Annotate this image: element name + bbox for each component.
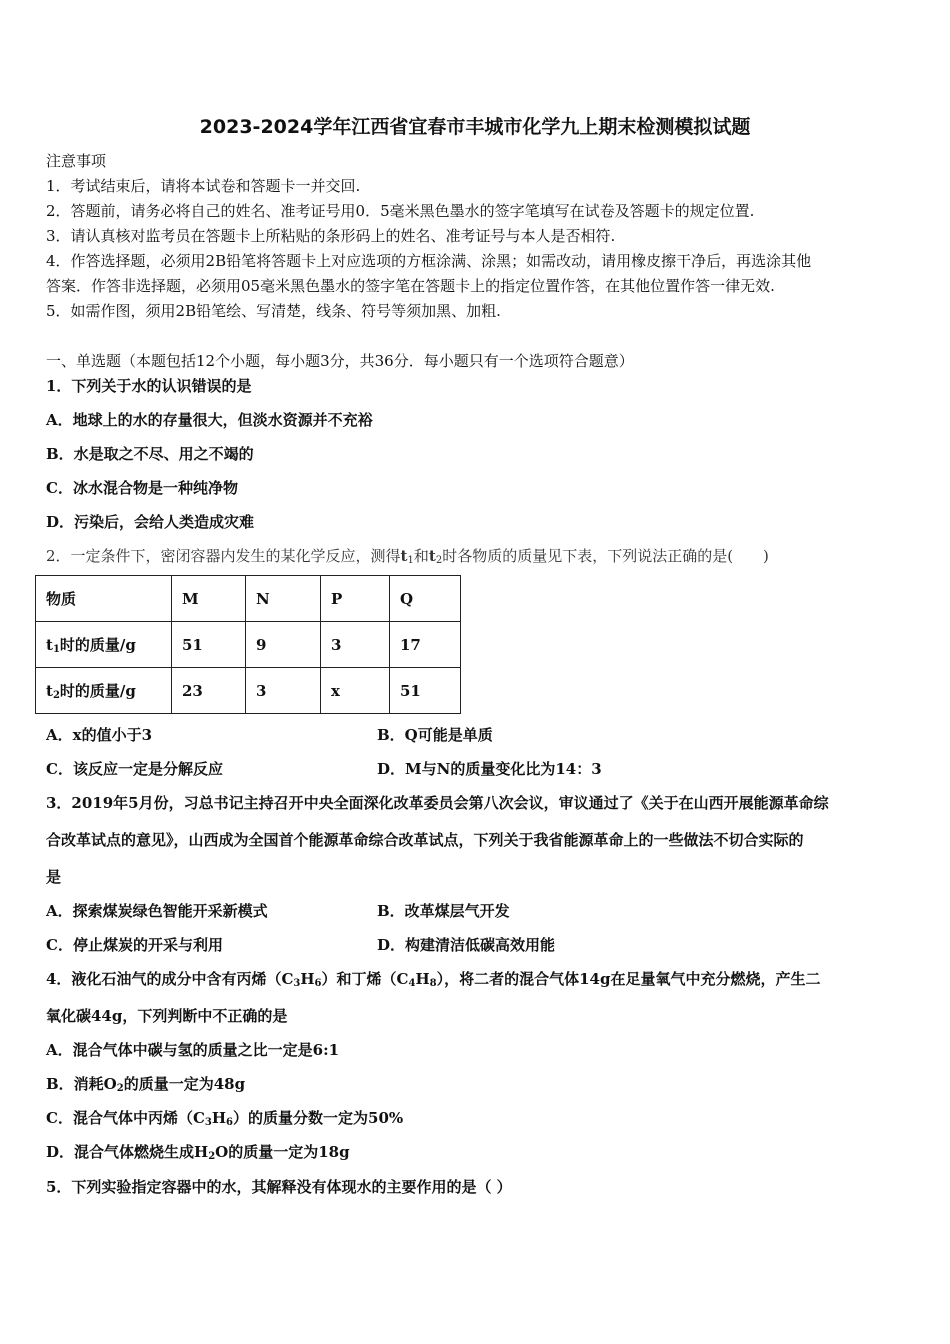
table-row bbox=[36, 668, 461, 714]
table-cell: x bbox=[321, 668, 390, 714]
table-cell: 3 bbox=[246, 668, 321, 714]
question-5-stem: 5．下列实验指定容器中的水，其解释没有体现水的主要作用的是（ ） bbox=[46, 1178, 512, 1196]
question-3-option-a: A．探索煤炭绿色智能开采新模式 bbox=[46, 902, 268, 920]
table-row-label: $t_1$时的质量/g bbox=[36, 622, 172, 668]
notice-item: 4．作答选择题，必须用2B铅笔将答题卡上对应选项的方框涂满、涂黑；如需改动，请用橡皮擦干净后，再选涂其他 bbox=[46, 252, 812, 270]
question-3-stem: 是 bbox=[46, 868, 62, 886]
question-4-option-c: C．混合气体中丙烯$(C_3H_6)$的质量分数一定为50% bbox=[46, 1109, 404, 1128]
table-header-row bbox=[36, 576, 461, 622]
table-row-label: $t_2$时的质量/g bbox=[36, 668, 172, 714]
table-cell: 23 bbox=[172, 668, 246, 714]
question-1-option-b: B．水是取之不尽、用之不竭的 bbox=[46, 445, 254, 463]
table-cell: Q bbox=[390, 576, 461, 622]
table-cell: 51 bbox=[172, 622, 246, 668]
table-cell: N bbox=[246, 576, 321, 622]
question-4-option-a: A．混合气体中碳与氢的质量之比一定是6:1 bbox=[46, 1041, 340, 1059]
notice-item: 1．考试结束后，请将本试卷和答题卡一并交回. bbox=[46, 177, 361, 195]
question-4-stem: 氧化碳44g，下列判断中不正确的是 bbox=[46, 1007, 288, 1025]
question-3-stem: 3．2019年5月份，习总书记主持召开中央全面深化改革委员会第八次会议，审议通过了《关于在山西开展能源革命综 bbox=[46, 794, 829, 812]
question-4-option-b: B．消耗$O_2$的质量一定为48g bbox=[46, 1075, 246, 1094]
question-2-option-a: A．x的值小于3 bbox=[46, 726, 153, 744]
question-2-option-d: D．M与N的质量变化比为14：3 bbox=[377, 760, 602, 778]
question-2-stem: 2．一定条件下，密闭容器内发生的某化学反应，测得$t_1$和$t_2$时各物质的质量见下表，下列说法正确的是( ) bbox=[46, 547, 769, 566]
table-cell: 物质 bbox=[36, 576, 172, 622]
table-row bbox=[36, 622, 461, 668]
question-3-option-d: D．构建清洁低碳高效用能 bbox=[377, 936, 556, 954]
question-3-option-c: C．停止煤炭的开采与利用 bbox=[46, 936, 223, 954]
question-3-stem: 合改革试点的意见》，山西成为全国首个能源革命综合改革试点，下列关于我省能源革命上的一些做法不切合实际的 bbox=[46, 831, 804, 849]
notice-item: 答案．作答非选择题，必须用05毫米黑色墨水的签字笔在答题卡上的指定位置作答，在其他位置作答一律无效. bbox=[46, 277, 775, 295]
notice-heading: 注意事项 bbox=[46, 152, 107, 170]
notice-item: 5．如需作图，须用2B铅笔绘、写清楚，线条、符号等须加黑、加粗. bbox=[46, 302, 501, 320]
question-1-stem: 1．下列关于水的认识错误的是 bbox=[46, 377, 252, 395]
question-4-stem: 4．液化石油气的成分中含有丙烯$(C_3H_6)$和丁烯$(C_4H_8)$，将二者的混合气体14g在足量氧气中充分燃烧，产生二 bbox=[46, 970, 821, 989]
question-2-option-c: C．该反应一定是分解反应 bbox=[46, 760, 223, 778]
notice-item: 2．答题前，请务必将自己的姓名、准考证号用0．5毫米黑色墨水的签字笔填写在试卷及答题卡的规定位置. bbox=[46, 202, 755, 220]
table-cell: P bbox=[321, 576, 390, 622]
question-3-option-b: B．改革煤层气开发 bbox=[377, 902, 510, 920]
question-1-option-d: D．污染后，会给人类造成灾难 bbox=[46, 513, 255, 531]
notice-item: 3．请认真核对监考员在答题卡上所粘贴的条形码上的姓名、准考证号与本人是否相符. bbox=[46, 227, 616, 245]
page-title: 2023-2024学年江西省宜春市丰城市化学九上期末检测模拟试题 bbox=[199, 116, 751, 138]
table-cell: 17 bbox=[390, 622, 461, 668]
question-2-table bbox=[35, 575, 461, 714]
question-1-option-a: A．地球上的水的存量很大，但淡水资源并不充裕 bbox=[46, 411, 373, 429]
table-cell: 3 bbox=[321, 622, 390, 668]
question-4-option-d: D．混合气体燃烧生成$H_2O$的质量一定为18g bbox=[46, 1143, 350, 1162]
question-1-option-c: C．冰水混合物是一种纯净物 bbox=[46, 479, 238, 497]
table-cell: 9 bbox=[246, 622, 321, 668]
question-2-option-b: B．Q可能是单质 bbox=[377, 726, 493, 744]
table-cell: 51 bbox=[390, 668, 461, 714]
table-cell: M bbox=[172, 576, 246, 622]
section-heading: 一、单选题（本题包括12个小题，每小题3分，共36分．每小题只有一个选项符合题意） bbox=[46, 352, 634, 370]
